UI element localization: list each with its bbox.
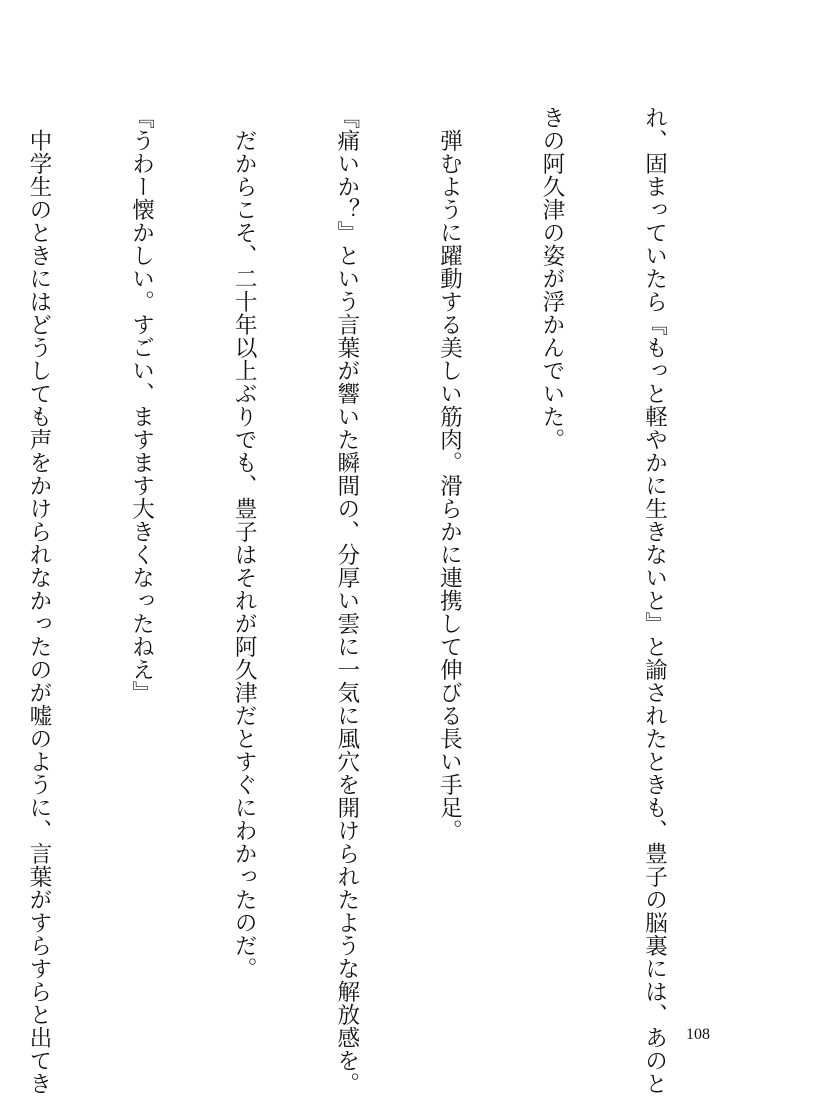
text-column: きの阿久津の姿が浮かんでいた。	[538, 106, 565, 451]
vertical-text-body	[25, 106, 740, 1095]
text-column: 『うわー懐かしい。すごい、ますます大きくなったねえ』	[128, 106, 155, 704]
page-number: 108	[686, 1026, 710, 1043]
text-column: 中学生のときにはどうしても声をかけられなかったのが嘘のように、言葉がすらすらと出てき	[25, 106, 52, 1095]
text-column: 『痛いか？』という言葉が響いた瞬間の、分厚い雲に一気に風穴を開けられたような解放感を。	[333, 106, 360, 1095]
text-column: だからこそ、二十年以上ぶりでも、豊子はそれが阿久津だとすぐにわかったのだ。	[231, 106, 258, 980]
text-column: 弾むように躍動する美しい筋肉。滑らかに連携して伸びる長い手足。	[436, 106, 463, 842]
text-column: れ、固まっていたら『もっと軽やかに生きないと』と諭されたときも、豊子の脳裏には、あのと	[641, 106, 668, 1095]
